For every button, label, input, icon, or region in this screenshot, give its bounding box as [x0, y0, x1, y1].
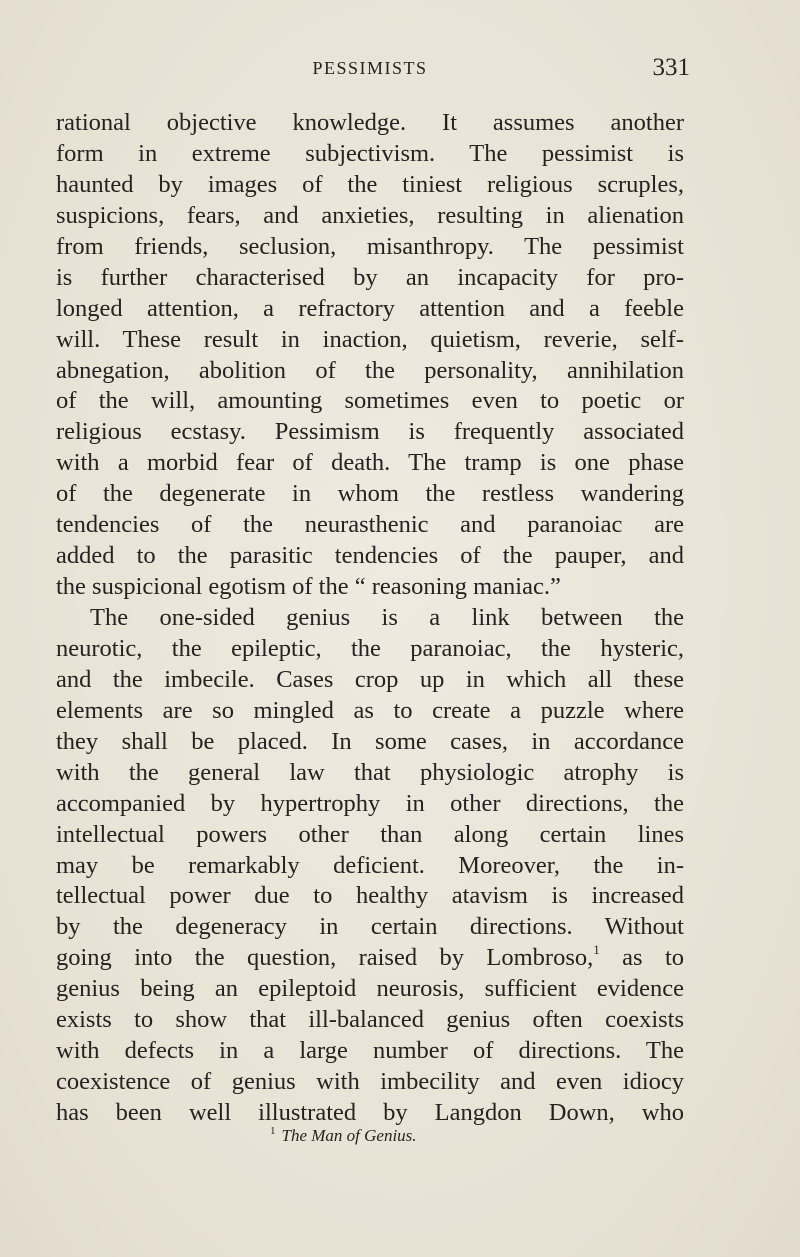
text-line: abnegation, abolition of the personality, annihilation	[56, 356, 684, 384]
text-line: coexistence of genius with imbecility and even idiocy	[56, 1068, 684, 1096]
page-number: 331	[652, 54, 690, 81]
text-line: neurotic, the epileptic, the paranoiac, the hysteric,	[56, 634, 684, 662]
running-title: PESSIMISTS	[312, 58, 428, 78]
text-line: may be remarkably deficient. Moreover, the in-	[56, 851, 684, 879]
text-line: tendencies of the neurasthenic and paranoiac are	[56, 511, 684, 539]
text-line: they shall be placed. In some cases, in accordance	[56, 727, 684, 755]
footnote-ref-mark[interactable]: 1	[593, 942, 600, 958]
footnote-title: The Man of Genius.	[281, 1126, 417, 1145]
text-line: exists to show that ill-balanced genius often coexists	[56, 1006, 684, 1034]
text-line: the suspicional egotism of the “ reasoning maniac.”	[56, 573, 561, 601]
text-line: form in extreme subjectivism. The pessimist is	[56, 139, 684, 167]
body-text	[56, 108, 684, 1129]
text-line: religious ecstasy. Pessimism is frequently associated	[56, 418, 684, 446]
text-line: suspicions, fears, and anxieties, resulting in alienation	[56, 201, 684, 229]
text-line: The one-sided genius is a link between the	[90, 604, 684, 631]
text-line: haunted by images of the tiniest religious scruples,	[56, 170, 684, 198]
text-line: by the degeneracy in certain directions. Without	[56, 913, 684, 941]
text-line: with the general law that physiologic atrophy is	[56, 758, 684, 786]
text-line: of the degenerate in whom the restless wandering	[56, 480, 684, 508]
text-line: from friends, seclusion, misanthropy. The pessimist	[56, 232, 684, 260]
text-line: rational objective knowledge. It assumes another	[56, 109, 684, 136]
text-line-tail: as to	[599, 944, 684, 972]
footnote	[270, 1125, 417, 1146]
text-line: will. These result in inaction, quietism, reverie, self-	[56, 325, 684, 353]
text-line: and the imbecile. Cases crop up in which all these	[56, 665, 684, 693]
running-head	[56, 54, 690, 86]
text-line-with-footnote-ref	[56, 943, 684, 974]
text-line: accompanied by hypertrophy in other directions, the	[56, 789, 684, 817]
text-line: has been well illustrated by Langdon Down, who	[56, 1099, 684, 1126]
text-line: intellectual powers other than along certain lines	[56, 820, 684, 848]
footnote-mark: 1	[270, 1125, 276, 1137]
text-line: of the will, amounting sometimes even to poetic or	[56, 387, 684, 415]
text-line: elements are so mingled as to create a puzzle where	[56, 696, 684, 724]
text-line: is further characterised by an incapacity for pro-	[56, 263, 684, 291]
text-line: with a morbid fear of death. The tramp is one phase	[56, 449, 684, 477]
text-line: added to the parasitic tendencies of the pauper, and	[56, 542, 684, 570]
text-line-start: going into the question, raised by Lombroso,	[56, 944, 594, 972]
text-line: tellectual power due to healthy atavism is increased	[56, 882, 684, 910]
text-line: genius being an epileptoid neurosis, sufficient evidence	[56, 975, 684, 1003]
text-line: longed attention, a refractory attention and a feeble	[56, 294, 684, 322]
text-line: with defects in a large number of directions. The	[56, 1037, 684, 1065]
